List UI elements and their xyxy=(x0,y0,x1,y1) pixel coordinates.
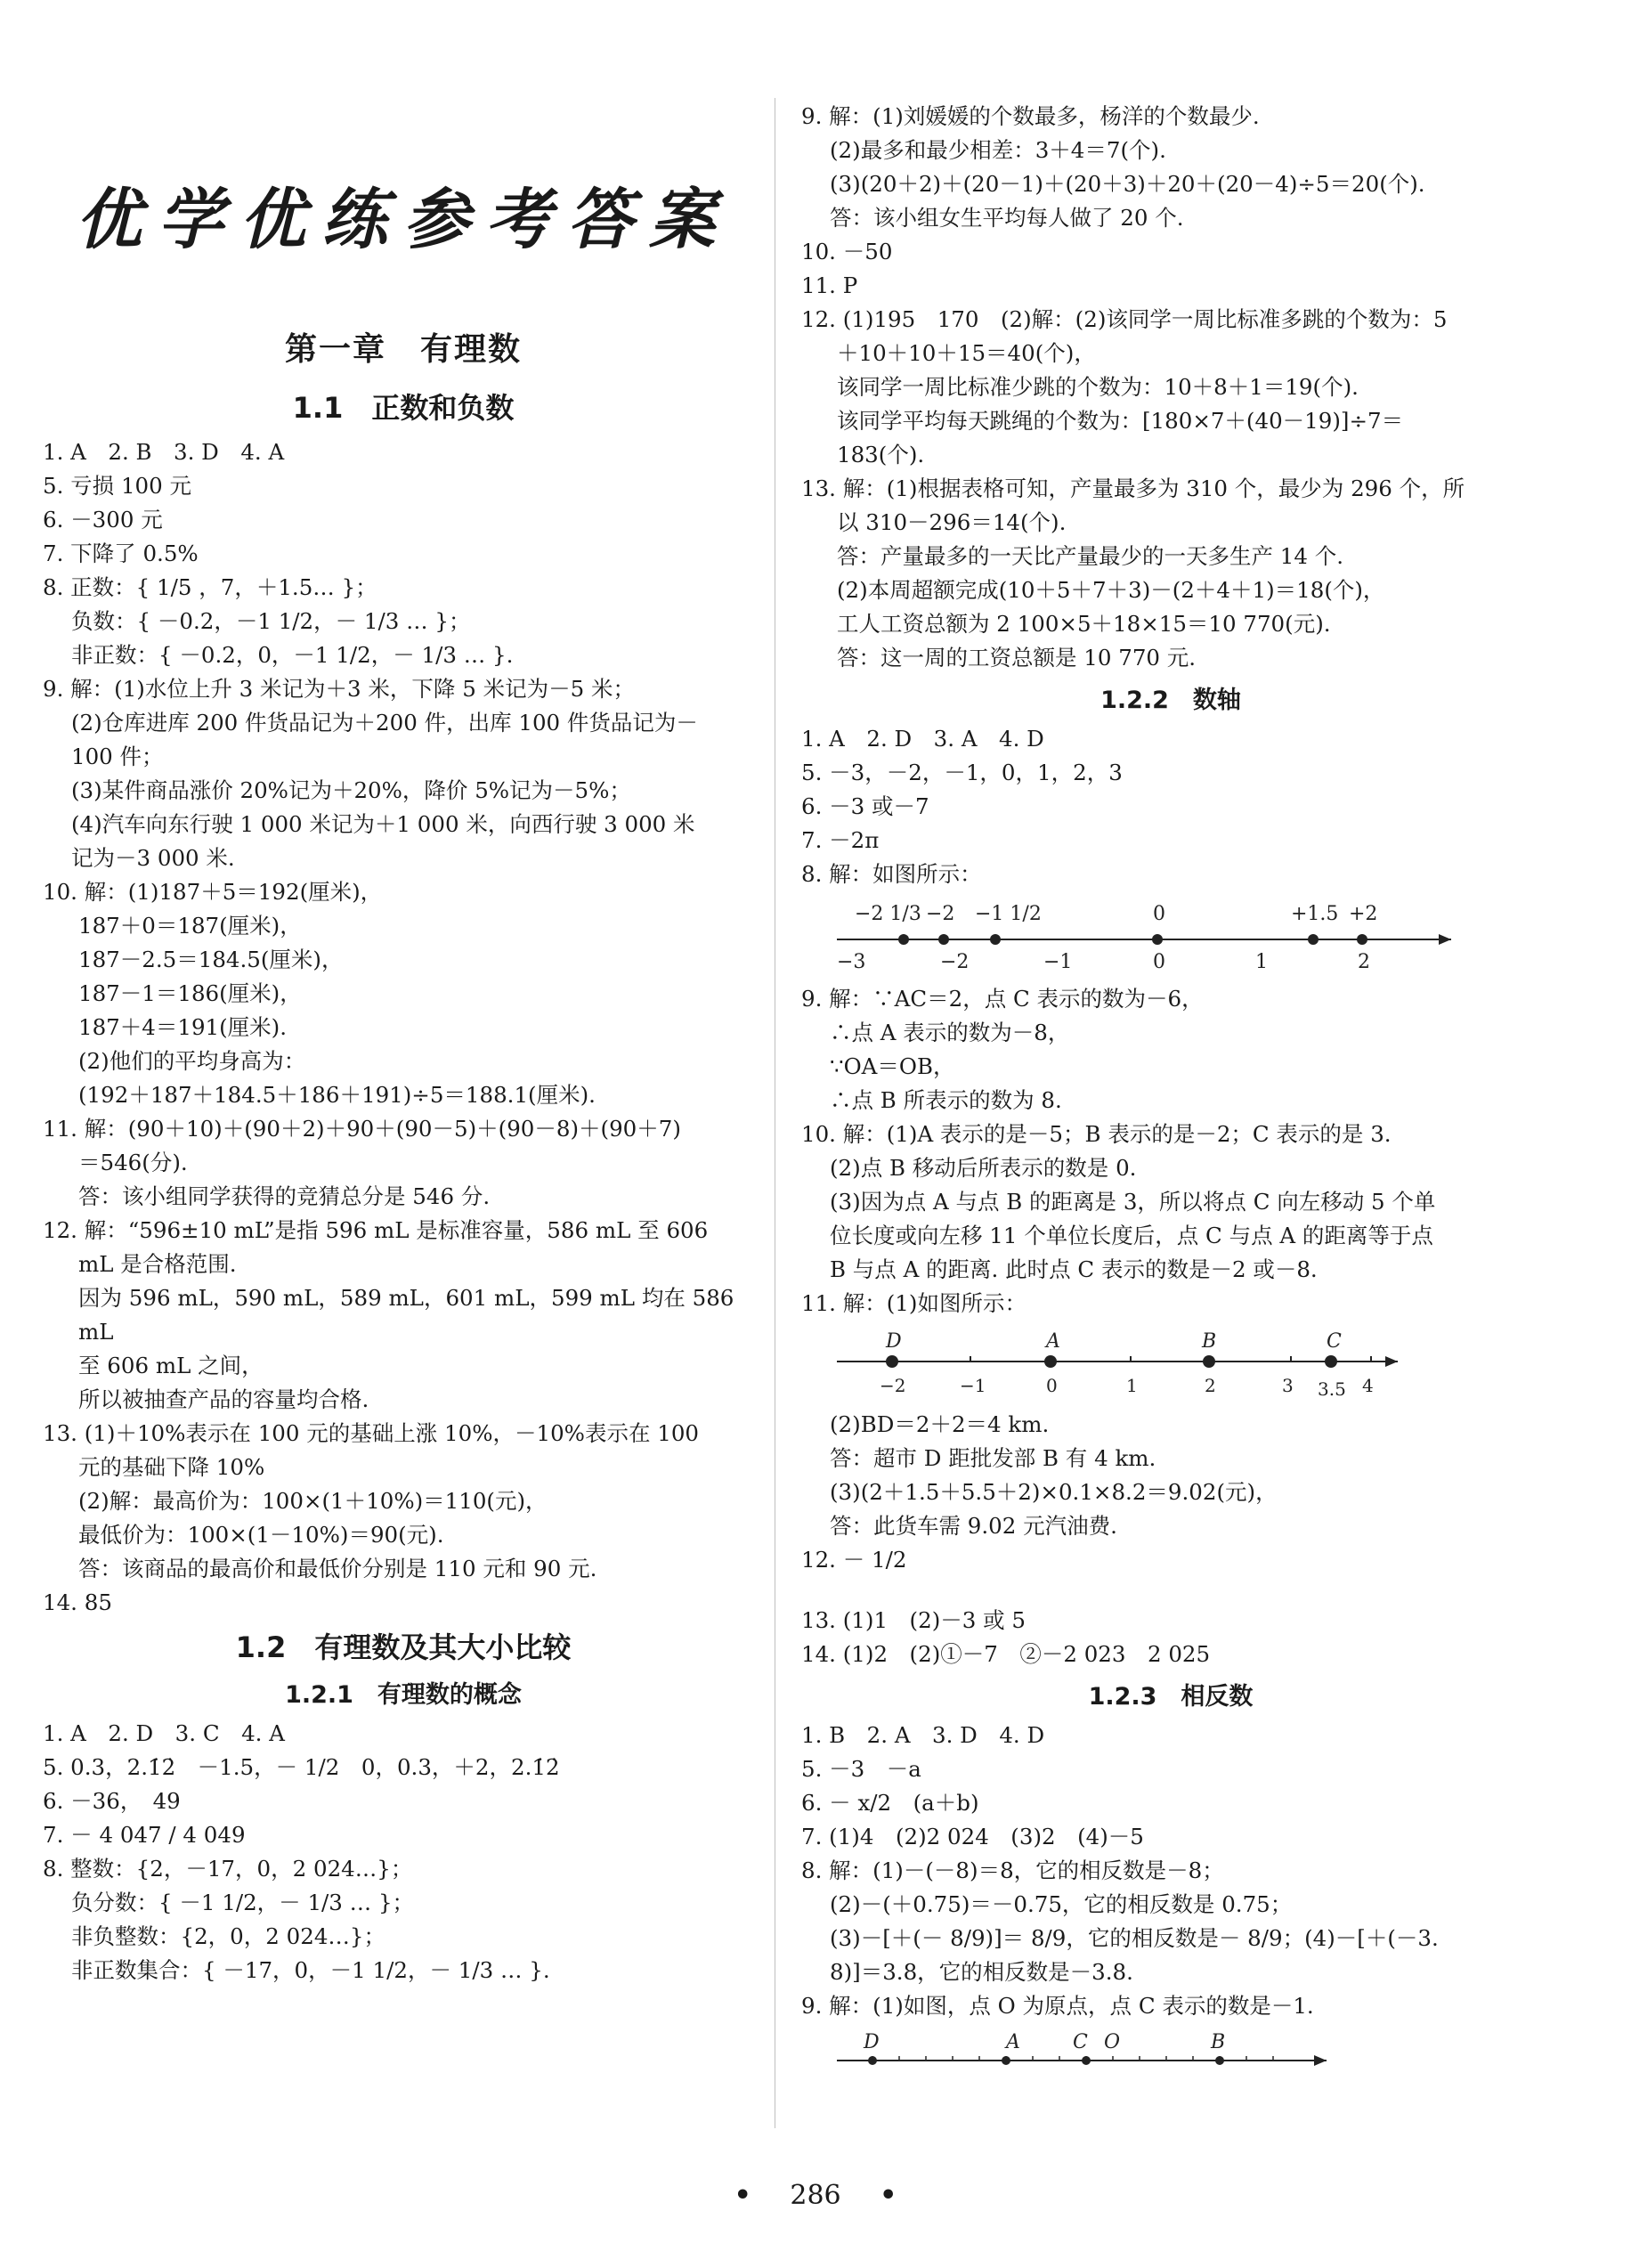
axis-point xyxy=(938,934,949,945)
answer-line: 非正数集合：{ －17，0，－1 1/2，－ 1/3 … }. xyxy=(71,1957,550,1983)
point-label: C xyxy=(1073,2031,1088,2053)
footer-dot: • xyxy=(734,2180,751,2211)
point-label: B xyxy=(1211,2031,1226,2053)
answer-line: 10. －50 xyxy=(801,239,893,264)
answer-line: 答：超市 D 距批发部 B 有 4 km. xyxy=(830,1445,1156,1471)
answer-line: 工人工资总额为 2 100×5＋18×15＝10 770(元). xyxy=(837,611,1331,637)
subsection-heading-1-2-1: 1.2.1 有理数的概念 xyxy=(285,1681,522,1709)
answer-line: B 与点 A 的距离. 此时点 C 表示的数是－2 或－8. xyxy=(830,1256,1318,1282)
answer-line: 9. 解：(1)刘媛媛的个数最多，杨洋的个数最少. xyxy=(801,103,1260,129)
answer-line: 12. － 1/2 xyxy=(801,1547,907,1573)
answer-line: 因为 596 mL，590 mL，589 mL，601 mL，599 mL 均在 586 mL xyxy=(78,1285,742,1345)
answer-line: 14. 85 xyxy=(43,1589,112,1615)
answer-line: (2)点 B 移动后所表示的数是 0. xyxy=(830,1155,1137,1181)
answers-1-1-cont xyxy=(801,100,1540,675)
answer-line: 该同学平均每天跳绳的个数为：[180×7＋(40－19)]÷7＝ xyxy=(837,408,1404,434)
answer-line: 187－2.5＝184.5(厘米)， xyxy=(78,947,344,972)
answer-line: 11. 解：(90＋10)＋(90＋2)＋90＋(90－5)＋(90－8)＋(90＋7) xyxy=(43,1116,681,1142)
answer-line: 记为－3 000 米. xyxy=(71,845,235,871)
answer-line: 6. －3 或－7 xyxy=(801,793,929,819)
answer-line: 8. 整数：{2，－17，0，2 024…}； xyxy=(43,1856,413,1882)
answer-line: (4)汽车向东行驶 1 000 米记为＋1 000 米，向西行驶 3 000 米 xyxy=(71,811,695,837)
point-label: +2 xyxy=(1349,903,1378,925)
answer-line: 13. (1)1 (2)－3 或 5 xyxy=(801,1607,1026,1633)
answer-line: 位长度或向左移 11 个单位长度后，点 C 与点 A 的距离等于点 xyxy=(830,1223,1433,1248)
axis-point xyxy=(1152,934,1163,945)
answer-line: 至 606 mL 之间， xyxy=(78,1353,264,1378)
answer-line: ∵OA＝OB， xyxy=(830,1053,955,1079)
answer-line: mL 是合格范围. xyxy=(78,1251,237,1277)
axis-point xyxy=(868,2056,877,2065)
answer-line: (3)因为点 A 与点 B 的距离是 3，所以将点 C 向左移动 5 个单 xyxy=(830,1189,1436,1215)
tick-label: 1 xyxy=(1255,951,1268,973)
point-label: A xyxy=(1006,2031,1020,2053)
answer-line: (3)(20＋2)＋(20－1)＋(20＋3)＋20＋(20－4)÷5＝20(个). xyxy=(830,171,1425,197)
axis-point xyxy=(1308,934,1319,945)
answer-line: 9. 解：∵AC＝2，点 C 表示的数为－6， xyxy=(801,986,1204,1012)
answer-line: 该同学一周比标准少跳的个数为：10＋8＋1＝19(个). xyxy=(837,374,1359,400)
right-column xyxy=(801,100,1540,2078)
point-label: O xyxy=(1104,2031,1121,2053)
answer-line: 11. 解：(1)如图所示： xyxy=(801,1290,1026,1316)
answer-line: 5. －3，－2，－1，0，1，2，3 xyxy=(801,760,1123,785)
answer-line: (2)解：最高价为：100×(1＋10%)＝110(元)， xyxy=(78,1488,548,1514)
answer-line: 12. (1)195 170 (2)解：(2)该同学一周比标准多跳的个数为：5 xyxy=(801,306,1448,332)
answer-line: 5. 亏损 100 元 xyxy=(43,473,192,499)
tick-label: 2 xyxy=(1358,951,1370,973)
tick-label: 4 xyxy=(1362,1375,1374,1396)
point-label: B xyxy=(1202,1330,1217,1353)
answer-line: 187＋4＝191(厘米). xyxy=(78,1014,288,1040)
answers-1-2-2 xyxy=(801,722,1540,1671)
tick-label: −3 xyxy=(837,951,866,973)
answer-line: 非正数：{ －0.2，0，－1 1/2，－ 1/3 … }. xyxy=(71,642,514,668)
answer-line: 1. A 2. D 3. C 4. A xyxy=(43,1720,285,1746)
answer-line: 100 件； xyxy=(71,744,164,769)
footer-dot: • xyxy=(880,2180,897,2211)
tick-label: −2 xyxy=(880,1375,906,1396)
answer-line: 14. (1)2 (2)①－7 ②－2 023 2 025 xyxy=(801,1641,1211,1667)
answer-line: 答：此货车需 9.02 元汽油费. xyxy=(830,1513,1117,1539)
point-label: D xyxy=(886,1330,902,1353)
answer-line: 答：该商品的最高价和最低价分别是 110 元和 90 元. xyxy=(78,1556,597,1581)
answer-line: (2)仓库进库 200 件货品记为＋200 件，出库 100 件货品记为－ xyxy=(71,710,698,736)
axis-point xyxy=(1002,2056,1010,2065)
answer-line: 9. 解：(1)如图，点 O 为原点，点 C 表示的数是－1. xyxy=(801,1993,1314,2019)
answer-line: 答：这一周的工资总额是 10 770 元. xyxy=(837,645,1197,671)
answer-line: 所以被抽查产品的容量均合格. xyxy=(78,1386,369,1412)
axis-point xyxy=(898,934,909,945)
answers-1-2-3 xyxy=(801,1719,1540,2071)
answer-line: (3)(2＋1.5＋5.5＋2)×0.1×8.2＝9.02(元)， xyxy=(830,1479,1278,1505)
answer-line: 187－1＝186(厘米)， xyxy=(78,980,302,1006)
answer-line: (2)最多和最少相差：3＋4＝7(个). xyxy=(830,137,1166,163)
answer-line: 元的基础下降 10% xyxy=(78,1454,265,1480)
answer-line: 13. (1)＋10%表示在 100 元的基础上涨 10%，－10%表示在 100 xyxy=(43,1420,699,1446)
answer-line: 5. 0.3，2.1̇2̇ －1.5，－ 1/2 0，0.3，＋2，2.1̇2̇ xyxy=(43,1754,560,1780)
answer-line: 以 310－296＝14(个). xyxy=(837,509,1067,535)
point-label: 0 xyxy=(1153,903,1165,925)
answer-line: 12. 解：“596±10 mL”是指 596 mL 是标准容量，586 mL 至 606 xyxy=(43,1217,709,1243)
axis-point xyxy=(1203,1355,1215,1368)
answers-1-2-1 xyxy=(43,1717,764,1988)
answer-line: ＝546(分). xyxy=(78,1150,188,1175)
subsection-heading-1-2-3: 1.2.3 相反数 xyxy=(1088,1683,1254,1711)
answer-line: ∴点 A 表示的数为－8， xyxy=(830,1020,1070,1045)
page-number: 286 xyxy=(790,2180,841,2211)
answer-line: 负分数：{ －1 1/2，－ 1/3 … }； xyxy=(71,1890,415,1915)
answer-line: 答：该小组同学获得的竞猜总分是 546 分. xyxy=(78,1183,491,1209)
answer-line: 11. P xyxy=(801,272,858,298)
point-label: −1 1/2 xyxy=(975,903,1042,925)
answer-line: 1. A 2. B 3. D 4. A xyxy=(43,439,285,465)
axis-point xyxy=(886,1355,898,1368)
number-line-figure-1 xyxy=(837,895,1460,975)
answers-1-1 xyxy=(43,435,764,1620)
point-label: +1.5 xyxy=(1291,903,1339,925)
subsection-heading-1-2-2: 1.2.2 数轴 xyxy=(1100,687,1241,714)
tick-label: −1 xyxy=(1043,951,1073,973)
axis-point xyxy=(1044,1355,1057,1368)
answer-line: (192＋187＋184.5＋186＋191)÷5＝188.1(厘米). xyxy=(78,1082,596,1108)
point-label: C xyxy=(1327,1330,1342,1353)
answer-line: 负数：{ －0.2，－1 1/2，－ 1/3 … }； xyxy=(71,608,471,634)
answer-line: 7. (1)4 (2)2 024 (3)2 (4)－5 xyxy=(801,1824,1144,1849)
answer-line: 9. 解：(1)水位上升 3 米记为＋3 米，下降 5 米记为－5 米； xyxy=(43,676,635,702)
answer-line: 最低价为：100×(1－10%)＝90(元). xyxy=(78,1522,444,1548)
answer-line: 6. －300 元 xyxy=(43,507,163,532)
section-heading-1-2: 1.2 有理数及其大小比较 xyxy=(235,1630,572,1664)
tick-label: 3 xyxy=(1282,1375,1294,1396)
axis-point xyxy=(1215,2056,1224,2065)
answer-line: ∴点 B 所表示的数为 8. xyxy=(830,1087,1062,1113)
left-column xyxy=(43,105,764,1988)
point-label: D xyxy=(864,2031,880,2053)
answer-line: 非负整数：{2，0，2 024…}； xyxy=(71,1923,385,1949)
answer-line: (2)BD＝2＋2＝4 km. xyxy=(830,1411,1050,1437)
number-line-figure-3 xyxy=(837,2027,1335,2071)
answer-line: (3)某件商品涨价 20%记为＋20%，降价 5%记为－5%； xyxy=(71,777,631,803)
axis-point xyxy=(1357,934,1367,945)
answer-line: (3)－[＋(－ 8/9)]＝ 8/9，它的相反数是－ 8/9；(4)－[＋(－3. xyxy=(830,1925,1439,1951)
tick-label: −2 xyxy=(940,951,970,973)
tick-label: 3.5 xyxy=(1318,1378,1346,1400)
page-footer xyxy=(0,2180,1631,2211)
axis-point xyxy=(990,934,1001,945)
tick-label: 1 xyxy=(1126,1375,1138,1396)
answer-line: 7. 下降了 0.5% xyxy=(43,541,199,566)
answer-line: 5. －3 －a xyxy=(801,1756,921,1782)
answer-line: 10. 解：(1)A 表示的是－5；B 表示的是－2；C 表示的是 3. xyxy=(801,1121,1392,1147)
point-label: A xyxy=(1046,1330,1060,1353)
answer-line: 10. 解：(1)187＋5＝192(厘米)， xyxy=(43,879,383,905)
tick-label: 0 xyxy=(1153,951,1165,973)
point-label: −2 1/3 xyxy=(855,903,921,925)
section-heading-1-1: 1.1 正数和负数 xyxy=(292,391,515,425)
answer-line: 183(个). xyxy=(837,442,925,467)
tick-label: −1 xyxy=(960,1375,986,1396)
answer-line: 13. 解：(1)根据表格可知，产量最多为 310 个，最少为 296 个，所 xyxy=(801,476,1465,501)
answer-line: 187＋0＝187(厘米)， xyxy=(78,913,302,939)
answer-line: 8. 正数：{ 1/5 ，7，＋1.5… }； xyxy=(43,574,377,600)
tick-label: 0 xyxy=(1046,1375,1058,1396)
answer-line: 答：产量最多的一天比产量最少的一天多生产 14 个. xyxy=(837,543,1344,569)
answer-line: 1. A 2. D 3. A 4. D xyxy=(801,726,1044,752)
answer-line: 答：该小组女生平均每人做了 20 个. xyxy=(830,205,1184,231)
answer-line: 7. － 4 047 / 4 049 xyxy=(43,1822,246,1848)
number-line-figure-2 xyxy=(837,1324,1407,1401)
answer-line: 8. 解：如图所示： xyxy=(801,861,982,887)
answer-line: 8)]＝3.8，它的相反数是－3.8. xyxy=(830,1959,1133,1985)
answer-line: (2)他们的平均身高为： xyxy=(78,1048,306,1074)
answer-line: 7. －2π xyxy=(801,827,880,853)
axis-point xyxy=(1325,1355,1337,1368)
page-title: 优学优练参考答案 xyxy=(76,182,731,258)
answer-line: (2)－(＋0.75)＝－0.75，它的相反数是 0.75； xyxy=(830,1891,1293,1917)
point-label: −2 xyxy=(926,903,955,925)
answer-line: 6. － x/2 (a＋b) xyxy=(801,1790,979,1816)
answer-line: ＋10＋10＋15＝40(个)， xyxy=(837,340,1096,366)
answer-line: 8. 解：(1)－(－8)＝8，它的相反数是－8； xyxy=(801,1857,1224,1883)
chapter-heading: 第一章 有理数 xyxy=(284,331,522,368)
axis-point xyxy=(1082,2056,1091,2065)
tick-label: 2 xyxy=(1205,1375,1216,1396)
answer-line: 6. －36， 49 xyxy=(43,1788,181,1814)
answer-line: 1. B 2. A 3. D 4. D xyxy=(801,1722,1045,1748)
answer-line: (2)本周超额完成(10＋5＋7＋3)－(2＋4＋1)＝18(个)， xyxy=(837,577,1385,603)
